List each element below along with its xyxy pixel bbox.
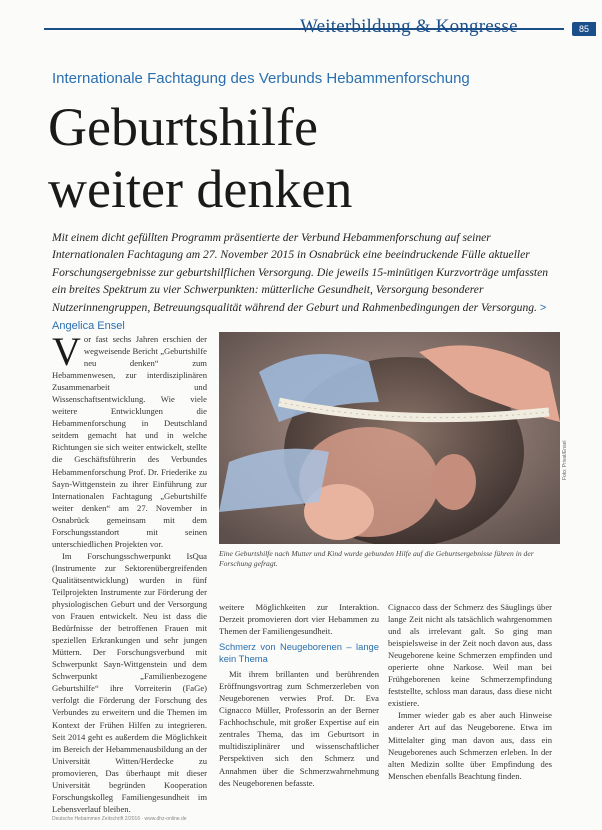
title-line-2: weiter denken <box>48 159 353 219</box>
drop-cap: V <box>52 333 81 374</box>
section-title: Weiterbildung & Kongresse <box>300 16 518 37</box>
photo-credit: Foto: Privat/Ensel <box>562 440 568 480</box>
paragraph: Cignacco dass der Schmerz des Säuglings über lange Zeit nicht als tatsächlich wahrgenommen und als irrelevant galt. So ging man beispielsweise in der Zeit noch davon aus, dass Neugeborene keine Schmerzen empfinden und operierte ohne Narkose. Weil man bei Frühgeborenen keine Schmerzempfindung feststellte, schloss man daraus, dass diese nicht existiere. <box>388 602 552 709</box>
article-lead <box>52 229 562 335</box>
lead-text: Mit einem dicht gefüllten Programm präsentierte der Verbund Hebammenforschung auf seiner Internationalen Fachtagung am 27. November 2015 in Osnabrück eine beeindruckende Fülle aktueller Forschungsergebnisse zur geburtshilflichen Versorgung. Die jeweils 15-minütigen Kurzvorträge umfassten ein breites Spektrum zu vier Schwerpunkten: mütterliche Gesundheit, Versorgung besonderer Nutzerinnengruppen, Betreuungsqualität während der Geburt und Rahmenbedingungen der Versorgung. <box>52 231 549 314</box>
page-number: 85 <box>572 22 596 36</box>
paragraph: Mit ihrem brillanten und berührenden Eröffnungsvortrag zum Schmerzerleben von Neugeborenen verwies Prof. Dr. Eva Cignacco Müller, Professorin an der Berner Fachhochschule, mit großer Expertise auf ein zentrales Thema, das im Geburtsort in multidisziplinärer und wissenschaftlicher Perspektiven sich den Schmerz und Annahmen über die Schmerzwahrnehmung des Neugeborenen befasste. <box>219 669 379 788</box>
paragraph: Im Forschungsschwerpunkt IsQua (Instrumente zur Sektorenübergreifenden Qualitätsentwicklung) wurden in fünf Teilprojekten Instrumente zur Förderung der physiologischen Geburt und der Versorgung von Frauen entwickelt. Neu ist dass die Bedürfnisse der betroffenen Frauen mit speziellen Erkrankungen und sehr jungen Müttern. Der Forschungsverbund mit Schwerpunkt Sayn-Wittgenstein und dem Schwerpunkt „Familienbezogene Geburtshilfe“ ihre Vorreiterin (FaGe) verfolgt die Förderung der Forschung des Verbundes zu erweitern und die Themen im Kontext der Frühen Hilfen zu integrieren. Seit 2014 geht es außerdem die Möglichkeit im Bereich der Hebammenausbildung an der Universität Witten/Herdecke zu promovieren, Das überhaupt mit dieser Universität begründen Kooperation Forschungskolleg Familiengesundheit im Lebensverlauf bleiben. <box>52 550 207 814</box>
article-photo <box>219 332 560 544</box>
paragraph: weitere Möglichkeiten zur Interaktion. Derzeit promovieren dort vier Hebammen zu Themen der Familiengesundheit. <box>219 602 379 637</box>
title-line-1: Geburtshilfe <box>48 97 318 157</box>
body-column-2 <box>219 601 379 823</box>
paragraph: Immer wieder gab es aber auch Hinweise anderer Art auf das Neugeborene. Etwa im Mittelalter ging man davon aus, dass ein Neugeborenes auch Schmerzen erleben. In der alten Medizin sollte über Empfindung des Menschen ebenfalls Beachtung finden. <box>388 710 552 781</box>
author-name: Angelica Ensel <box>52 320 125 333</box>
subheading: Schmerz von Neugeborenen – lange kein Thema <box>219 641 379 665</box>
paragraph <box>52 333 207 550</box>
author-prefix: > <box>539 301 547 314</box>
photo-caption: Eine Geburtshilfe nach Mutter und Kind wurde gebunden Hilfe auf die Geburtsergebnisse führen in der Forschung gefragt. <box>219 549 534 568</box>
article-title <box>48 96 352 220</box>
paragraph-text: or fast sechs Jahren erschien der wegweisende Bericht „Geburtshilfe neu denken“ zum Hebammenwesen, zur interdisziplinären Zusammenarbeit und Wissenschaftsentwicklung. Wie viele weitere Entwicklungen die Hebammenforschung in Deutschland seitdem gemacht hat und in welche Richtungen sie sich weiter entwickelt, stellte die Geschäftsführerin des Verbundes Hebammenforschung Prof. Dr. Friederike zu Sayn-Wittgenstein zu ihrer Einführung zur Internationalen Fachtagung „Geburtshilfe weiter denken“ am 27. November in Osnabrück gemeinsam mit dem Forschungsstandort mit seinen unterschiedlichen Projekten vor. <box>52 334 207 549</box>
article-kicker: Internationale Fachtagung des Verbunds Hebammenforschung <box>52 70 470 87</box>
body-column-1 <box>52 333 207 823</box>
newborn-measurement-image <box>219 332 560 544</box>
body-column-3 <box>388 601 552 823</box>
page-footer: Deutsche Hebammen Zeitschrift 2/2016 · www.dhz-online.de <box>52 816 187 822</box>
